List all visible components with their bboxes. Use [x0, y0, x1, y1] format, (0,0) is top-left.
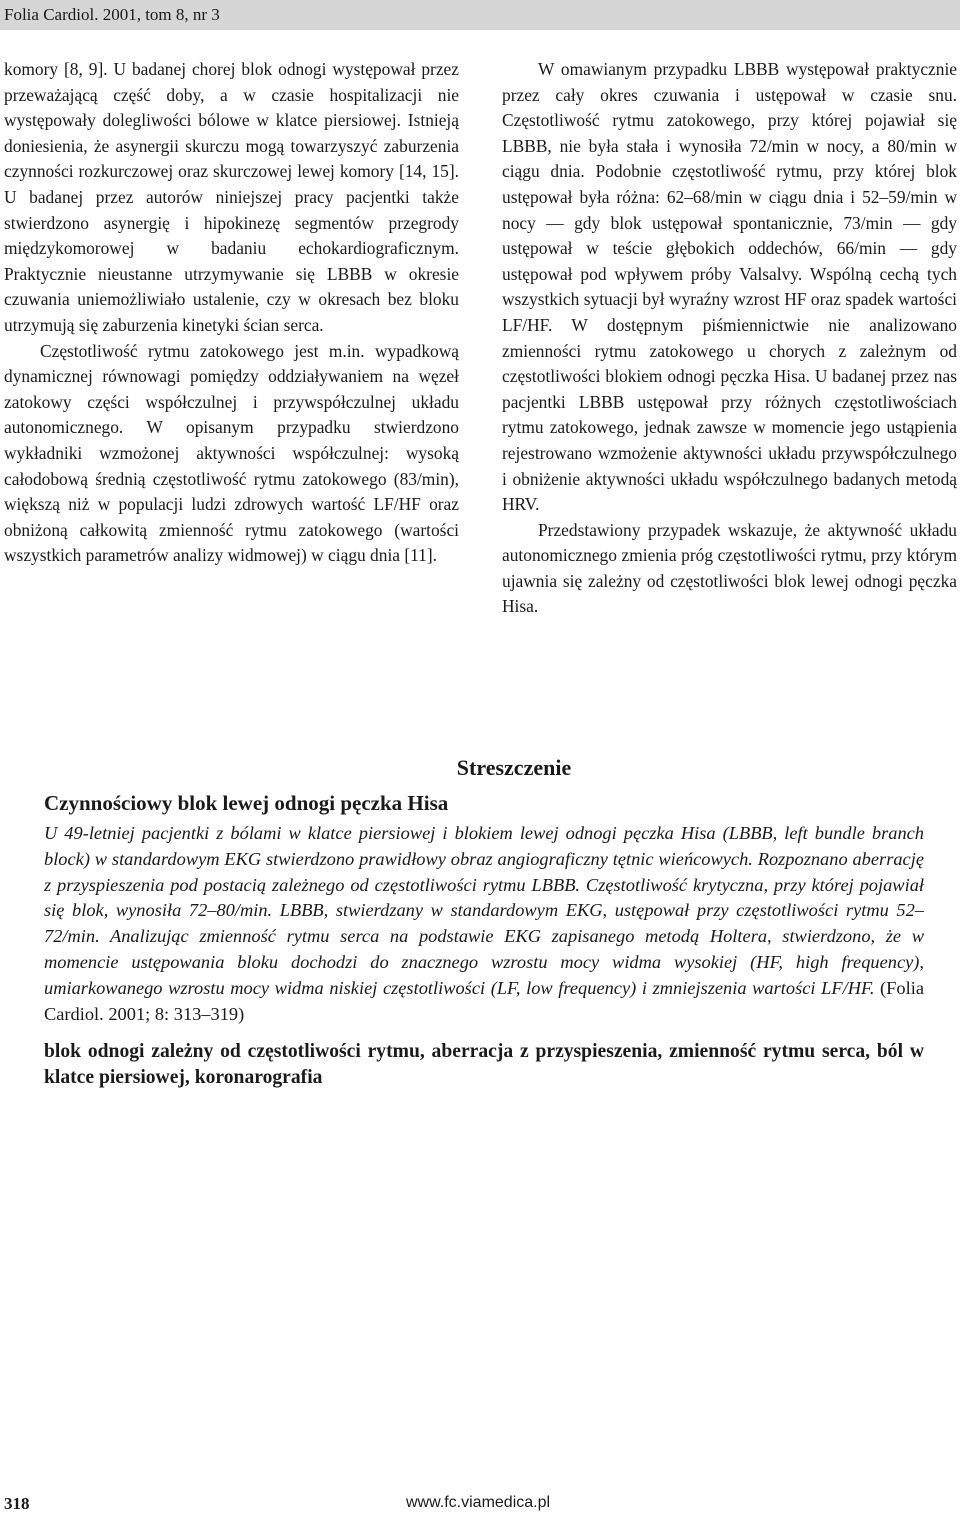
abstract-heading: Streszczenie — [456, 755, 572, 780]
right-text-column — [502, 57, 957, 620]
body-paragraph: Częstotliwość rytmu zatokowego jest m.in. wypadkową dynamicznej równowagi pomiędzy oddziaływaniem na węzeł zatokowy części współczulnej i przywspółczulnej układu autonomicznego. W opisanym przypadku stwierdzono wykładniki wzmożonej aktywności współczulnej: wysoką całodobową średnią częstotliwość rytmu zatokowego (83/min), większą niż w populacji ludzi zdrowych wartość LF/HF oraz obniżoną całkowitą zmienność rytmu zatokowego (wartości wszystkich parametrów analizy widmowej) w ciągu dnia [11]. — [4, 340, 459, 566]
abstract-title: Czynnościowy blok lewej odnogi pęczka Hisa — [44, 791, 449, 815]
body-paragraph: Przedstawiony przypadek wskazuje, że aktywność układu autonomicznego zmienia próg częstotliwości rytmu, przy którym ujawnia się zależny od częstotliwości blok lewej odnogi pęczka Hisa. — [502, 519, 957, 617]
abstract-citation: (Folia Cardiol. 2001; 8: 313–319) — [44, 977, 924, 1024]
abstract-section — [44, 755, 924, 1091]
page-number: 318 — [4, 1494, 30, 1513]
body-paragraph: W omawianym przypadku LBBB występował praktycznie przez cały okres czuwania i ustępował w czasie snu. Częstotliwość rytmu zatokowego, przy której pojawiał się LBBB, nie była stała i wynosiła 72/min w nocy, a 80/min w ciągu dnia. Podobnie częstotliwość rytmu, przy której blok ustępował była różna: 62–68/min w ciągu dnia i 52–59/min w nocy — gdy blok ustępował spontanicznie, 73/min — gdy ustępował w teście głębokich oddechów, 66/min — gdy ustępował pod wpływem próby Valsalvy. Wspólną cechą tych wszystkich sytuacji był wyraźny wzrost HF oraz spadek wartości LF/HF. W dostępnym piśmiennictwie nie analizowano zmienności rytmu zatokowego u chorych z zależnym od częstotliwości blokiem odnogi pęczka Hisa. U badanej przez nas pacjentki LBBB ustępował przy różnych częstotliwościach rytmu zatokowego, jednak zawsze w momencie jego ustąpienia rejestrowano wzmożenie aktywności układu przywspółczulnego i obniżenie aktywności układu współczulnego badanych metodą HRV. — [502, 59, 957, 515]
abstract-body-text: U 49-letniej pacjentki z bólami w klatce piersiowej i blokiem lewej odnogi pęczka Hisa (LBBB, left bundle branch block) w standardowym EKG stwierdzono prawidłowy obraz angiograficzny tętnic wieńcowych. Rozpoznano aberrację z przyspieszenia pod postacią zależnego od częstotliwości rytmu LBBB. Częstotliwość krytyczna, przy której pojawiał się blok, wynosiła 72–80/min. LBBB, stwierdzany w standardowym EKG, ustępował przy częstotliwości rytmu 52–72/min. Analizując zmienność rytmu serca na podstawie EKG zapisanego metodą Holtera, stwierdzono, że w momencie ustępowania bloku dochodzi do znacznego wzrostu mocy widma wysokiej (HF, high frequency), umiarkowanego wzrostu mocy widma niskiej częstotliwości (LF, low frequency) i zmniejszenia wartości LF/HF. — [44, 823, 924, 998]
keywords: blok odnogi zależny od częstotliwości rytmu, aberracja z przyspieszenia, zmienność rytmu serca, ból w klatce piersiowej, koronarografia — [44, 1041, 924, 1089]
abstract-body — [44, 821, 924, 1027]
body-paragraph: komory [8, 9]. U badanej chorej blok odnogi występował przez przeważającą część doby, a w czasie hospitalizacji nie występowały dolegliwości bólowe w klatce piersiowej. Istnieją doniesienia, że asynergii skurczu mogą towarzyszyć zaburzenia czynności rozkurczowej oraz skurczowej lewej komory [14, 15]. U badanej przez autorów niniejszej pracy pacjentki także stwierdzono asynergię i hipokinezę segmentów przegrody międzykomorowej w badaniu echokardiograficznym. Praktycznie nieustanne utrzymywanie się LBBB w okresie czuwania uniemożliwiało ustalenie, czy w okresach bez bloku utrzymują się zaburzenia kinetyki ścian serca. — [4, 59, 459, 335]
left-text-column — [4, 57, 459, 569]
journal-header-bar — [0, 0, 960, 30]
journal-citation: Folia Cardiol. 2001, tom 8, nr 3 — [4, 5, 220, 24]
journal-website-link[interactable]: www.fc.viamedica.pl — [406, 1494, 551, 1511]
